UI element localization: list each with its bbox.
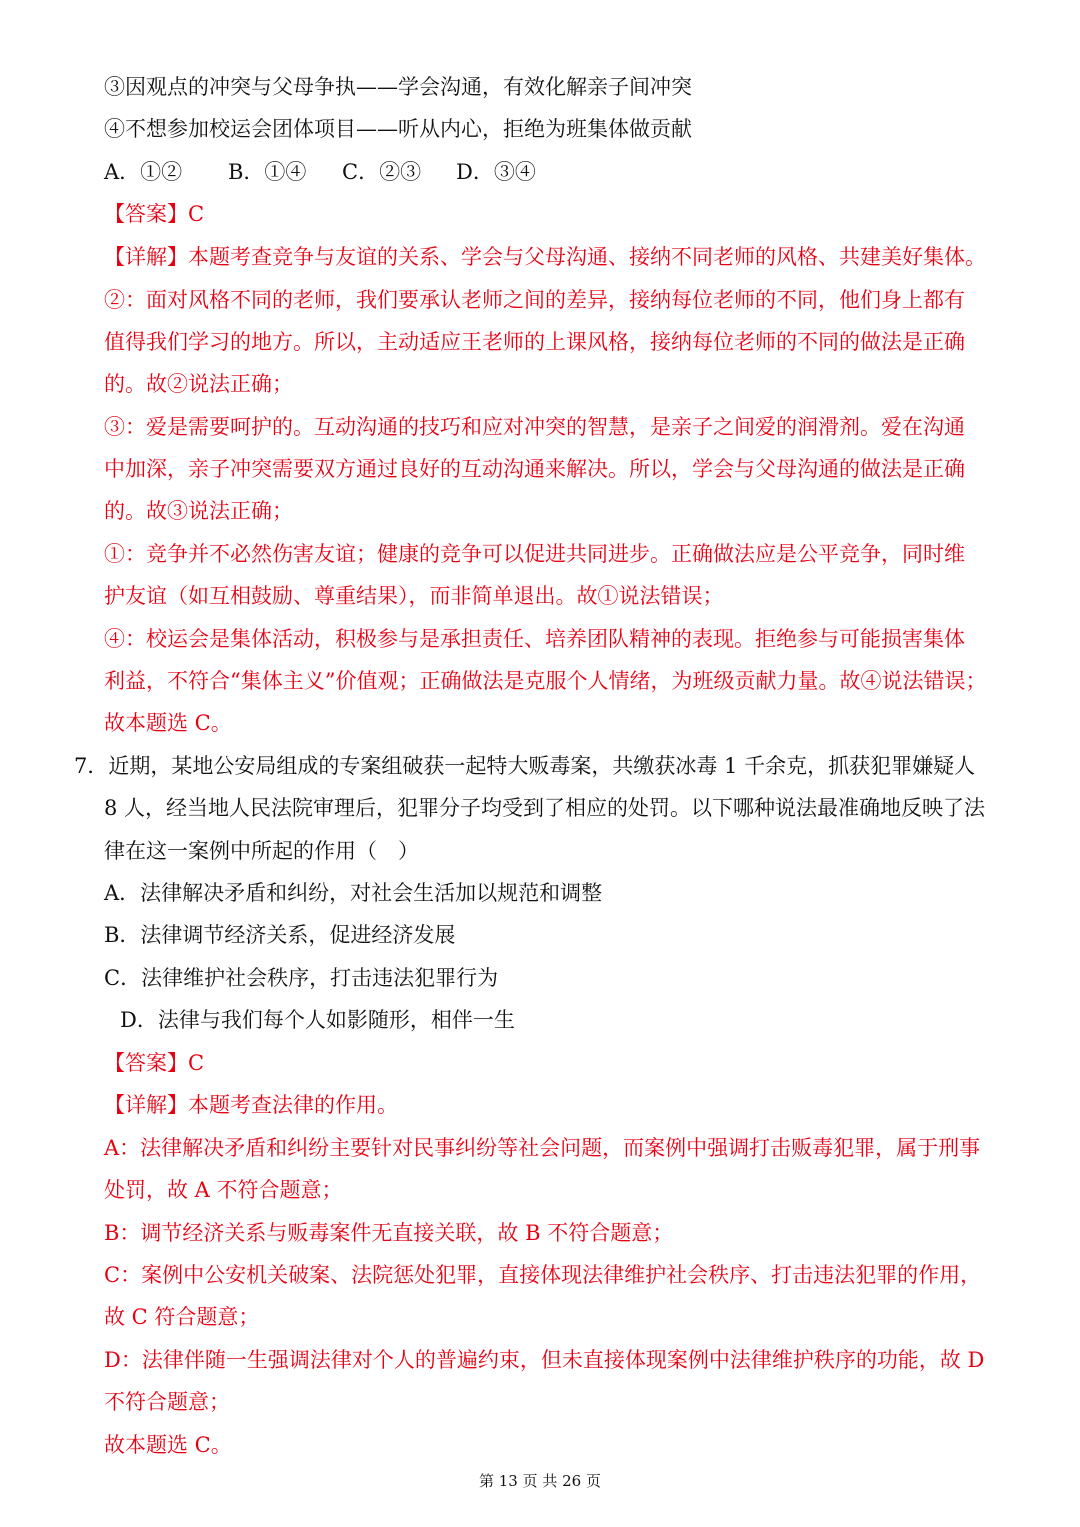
prev-detail-line: ②：面对风格不同的老师，我们要承认老师之间的差异，接纳每位老师的不同，他们身上都有 bbox=[104, 288, 965, 312]
q7-detail-line: 【详解】本题考查法律的作用。 bbox=[104, 1093, 398, 1117]
prev-choice-d: D．③④ bbox=[456, 160, 536, 184]
prev-detail-line: 护友谊（如互相鼓励、尊重结果），而非简单退出。故①说法错误； bbox=[104, 584, 724, 608]
q7-stem-line: 8 人，经当地人民法院审理后，犯罪分子均受到了相应的处罚。以下哪种说法最准确地反映了法 bbox=[104, 796, 986, 820]
prev-detail-line: 值得我们学习的地方。所以，主动适应王老师的上课风格，接纳每位老师的不同的做法是正确 bbox=[104, 330, 965, 354]
q7-option-d: D．法律与我们每个人如影随形，相伴一生 bbox=[120, 1008, 515, 1032]
prev-detail-line: 【详解】本题考查竞争与友谊的关系、学会与父母沟通、接纳不同老师的风格、共建美好集体。 bbox=[104, 245, 986, 269]
q7-option-c: C．法律维护社会秩序，打击违法犯罪行为 bbox=[104, 966, 499, 990]
prev-detail-line: 中加深，亲子冲突需要双方通过良好的互动沟通来解决。所以，学会与父母沟通的做法是正确 bbox=[104, 457, 965, 481]
prev-detail-line: ①：竞争并不必然伤害友谊；健康的竞争可以促进共同进步。正确做法应是公平竞争，同时维 bbox=[104, 542, 965, 566]
prev-choice-b: B．①④ bbox=[228, 160, 307, 184]
page-number: 第 13 页 共 26 页 bbox=[478, 1472, 601, 1490]
prev-choice-c: C．②③ bbox=[342, 160, 422, 184]
prev-detail-line: 的。故②说法正确； bbox=[104, 372, 293, 396]
q7-answer: 【答案】C bbox=[104, 1051, 205, 1075]
q7-detail-line: B：调节经济关系与贩毒案件无直接关联，故 B 不符合题意； bbox=[104, 1221, 674, 1245]
prev-detail-line: 利益，不符合“集体主义”价值观；正确做法是克服个人情绪，为班级贡献力量。故④说法错误； bbox=[104, 669, 987, 693]
prev-detail-line: ③：爱是需要呵护的。互动沟通的技巧和应对冲突的智慧，是亲子之间爱的润滑剂。爱在沟通 bbox=[104, 415, 965, 439]
prev-option-4: ④不想参加校运会团体项目——听从内心，拒绝为班集体做贡献 bbox=[104, 117, 692, 141]
q7-detail-line: 故 C 符合题意； bbox=[104, 1305, 260, 1329]
prev-detail-line: 的。故③说法正确； bbox=[104, 499, 293, 523]
q7-detail-line: C：案例中公安机关破案、法院惩处犯罪，直接体现法律维护社会秩序、打击违法犯罪的作用， bbox=[104, 1263, 982, 1287]
q7-detail-line: 故本题选 C。 bbox=[104, 1433, 232, 1457]
prev-option-3: ③因观点的冲突与父母争执——学会沟通，有效化解亲子间冲突 bbox=[104, 75, 692, 99]
q7-stem-line: 律在这一案例中所起的作用（ ） bbox=[104, 839, 419, 863]
page-footer bbox=[0, 1471, 1080, 1491]
q7-stem-line: 7．近期，某地公安局组成的专案组破获一起特大贩毒案，共缴获冰毒 1 千余克，抓获犯罪嫌疑人 bbox=[74, 754, 976, 778]
q7-detail-line: D：法律伴随一生强调法律对个人的普遍约束，但未直接体现案例中法律维护秩序的功能，故 D bbox=[104, 1348, 985, 1372]
q7-detail-line: 处罚，故 A 不符合题意； bbox=[104, 1178, 343, 1202]
prev-detail-line: 故本题选 C。 bbox=[104, 711, 232, 735]
prev-answer: 【答案】C bbox=[104, 202, 205, 226]
prev-detail-line: ④：校运会是集体活动，积极参与是承担责任、培养团队精神的表现。拒绝参与可能损害集体 bbox=[104, 627, 965, 651]
q7-option-b: B．法律调节经济关系，促进经济发展 bbox=[104, 923, 456, 947]
q7-detail-line: A：法律解决矛盾和纠纷主要针对民事纠纷等社会问题，而案例中强调打击贩毒犯罪，属于刑事 bbox=[104, 1136, 981, 1160]
q7-detail-line: 不符合题意； bbox=[104, 1390, 230, 1414]
prev-choice-a: A．①② bbox=[104, 160, 183, 184]
q7-option-a: A．法律解决矛盾和纠纷，对社会生活加以规范和调整 bbox=[104, 881, 603, 905]
